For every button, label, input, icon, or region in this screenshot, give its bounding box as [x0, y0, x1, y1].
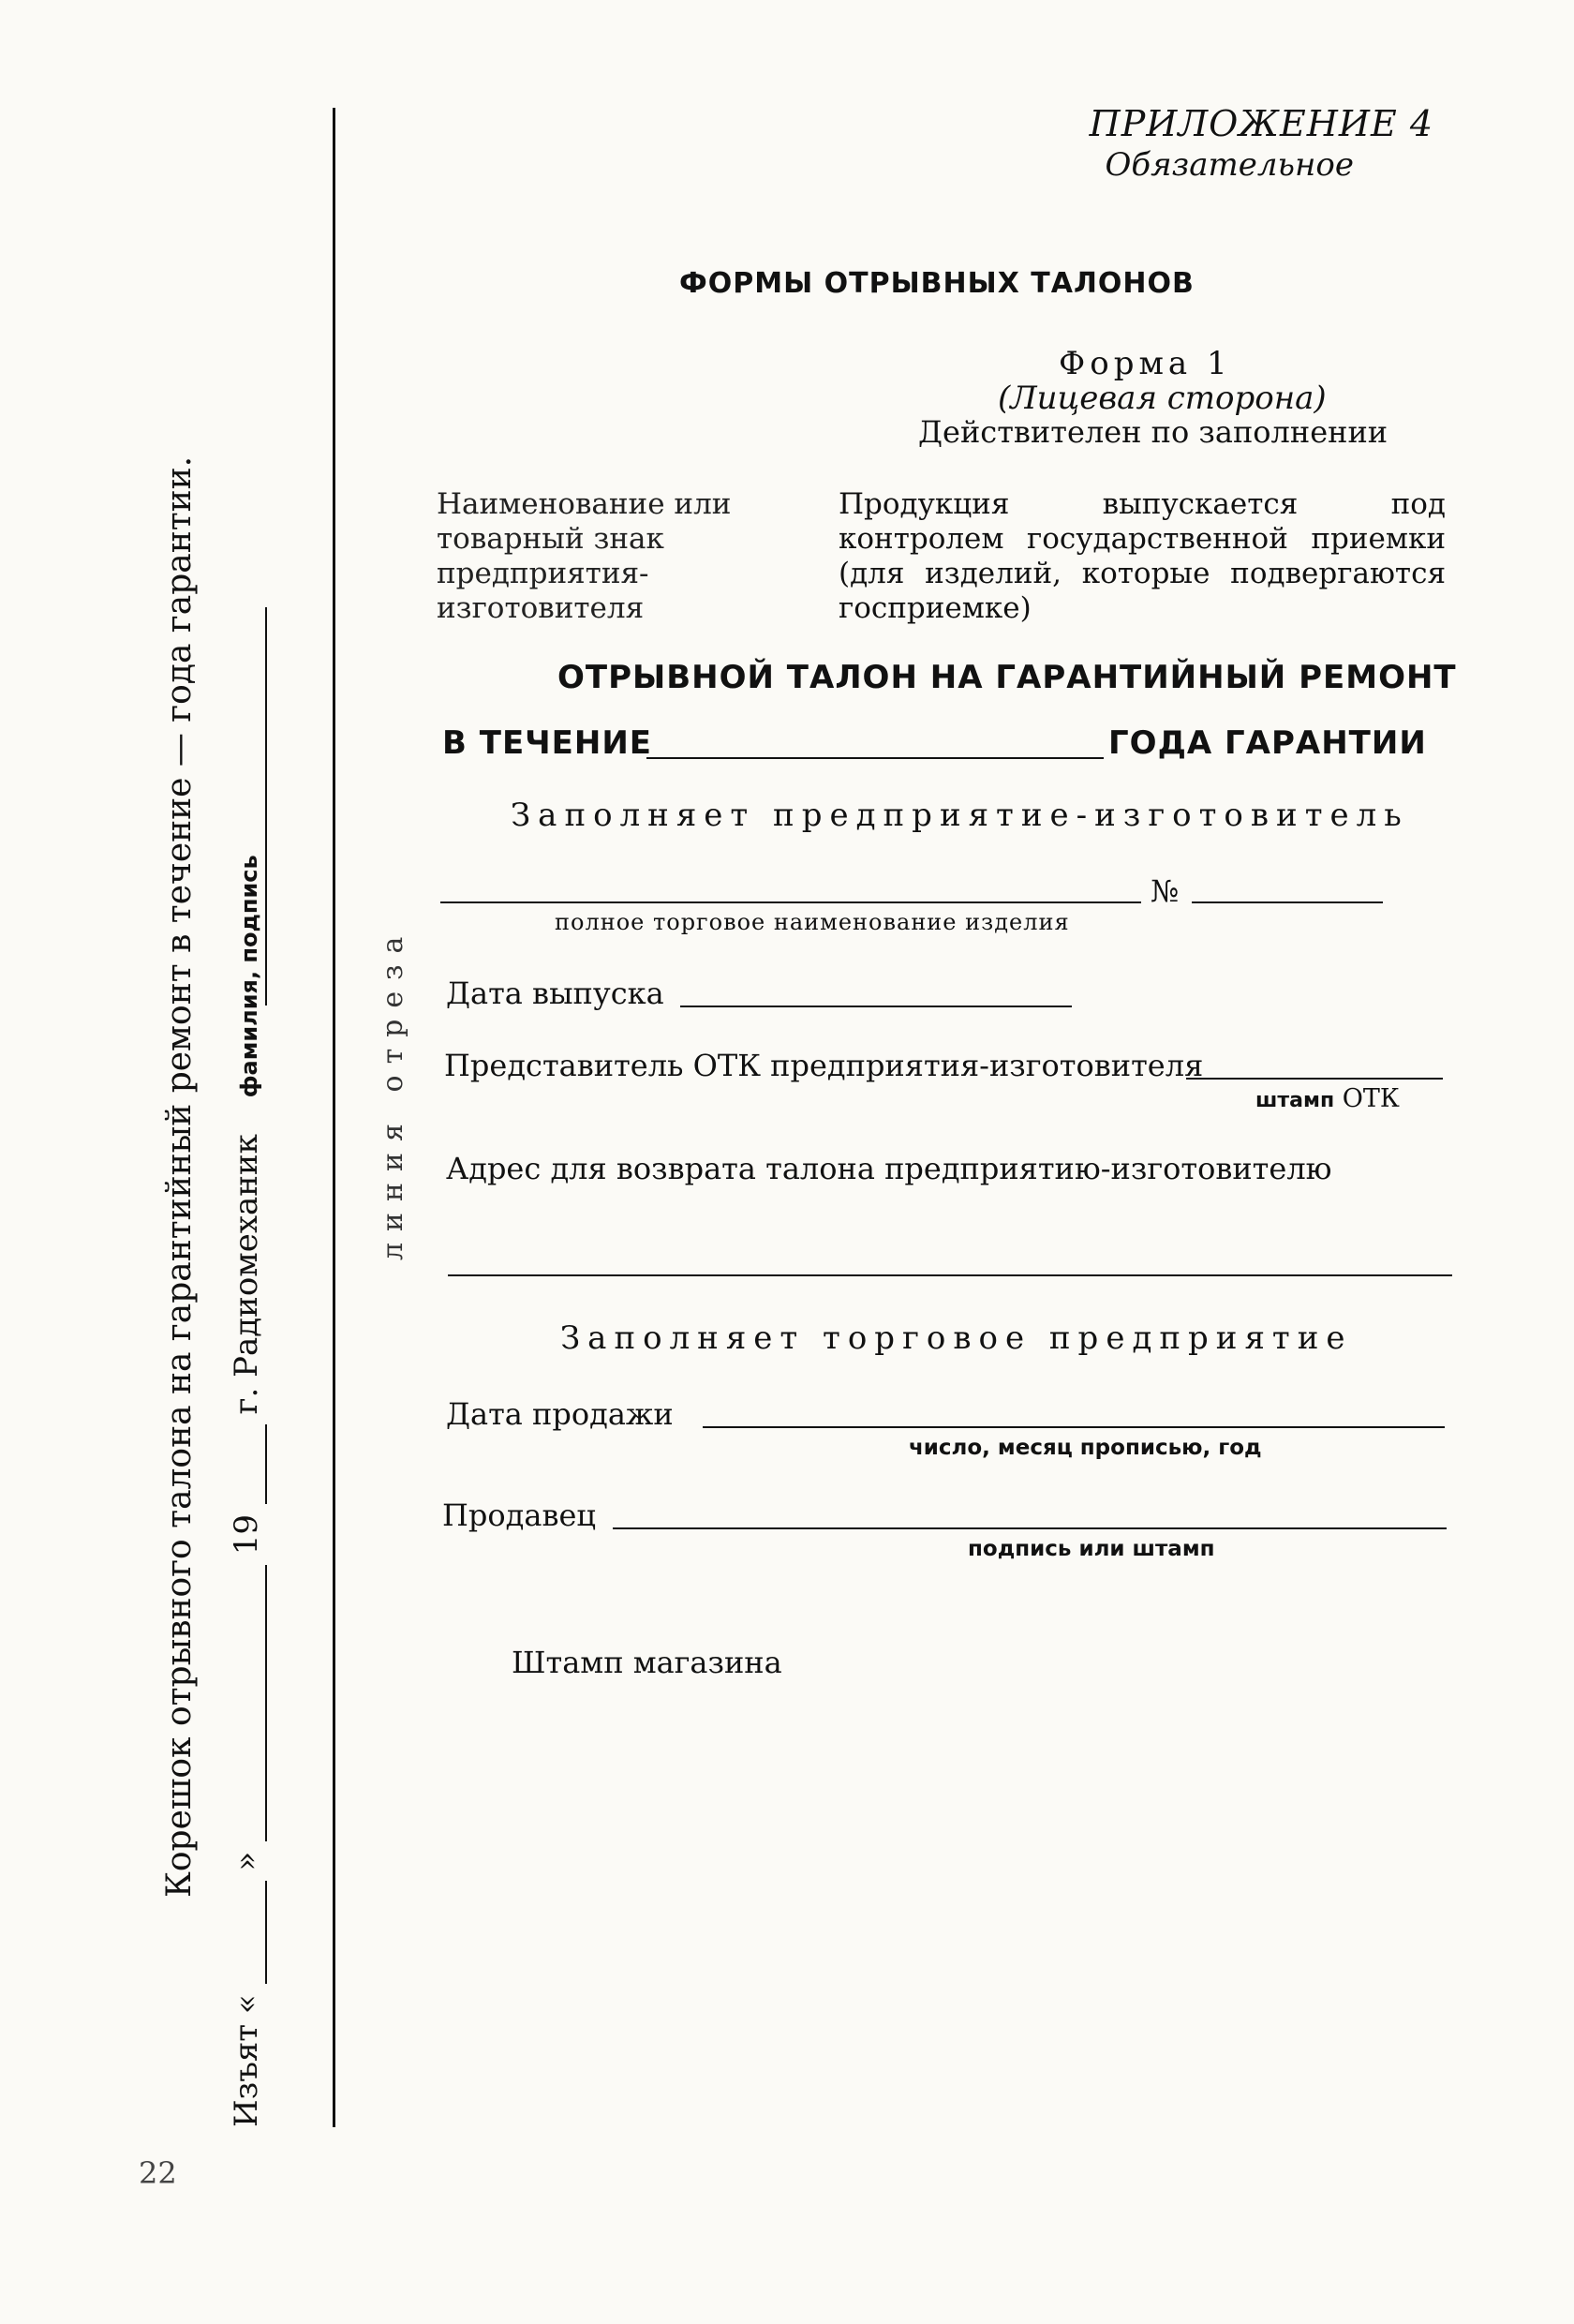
stub-day-field[interactable]	[228, 1881, 267, 1984]
otk-representative-field[interactable]	[1186, 1078, 1443, 1080]
seller-caption: подпись или штамп	[968, 1537, 1215, 1561]
page-number: 22	[139, 2155, 177, 2191]
coupon-title: ОТРЫВНОЙ ТАЛОН НА ГАРАНТИЙНЫЙ РЕМОНТ	[557, 659, 1457, 696]
sale-date-field[interactable]	[703, 1426, 1445, 1428]
number-sign: №	[1151, 873, 1180, 909]
stub-month-field[interactable]	[228, 1565, 267, 1841]
sale-date-label: Дата продажи	[446, 1396, 674, 1432]
stub-year-prefix: 19	[228, 1513, 265, 1556]
return-address-label: Адрес для возврата талона предприятию-изготовителю	[446, 1151, 1332, 1186]
product-number-field[interactable]	[1192, 901, 1383, 903]
warranty-years-label: ГОДА ГАРАНТИИ	[1108, 724, 1427, 762]
sale-date-caption: число, месяц прописью, год	[909, 1436, 1262, 1460]
face-side-note: (Лицевая сторона)	[998, 380, 1327, 417]
product-name-field[interactable]	[440, 901, 1141, 903]
state-acceptance-note: Продукция выпускается под контролем государственной приемки (для изделий, которые подвергаются госприемке)	[839, 487, 1446, 625]
shop-stamp-label: Штамп магазина	[512, 1645, 782, 1680]
manufacturer-name-block: Наименование или товарный знак предприятия-изготовителя	[437, 487, 732, 625]
valid-note: Действителен по заполнении	[918, 414, 1388, 450]
otk-stamp-bold: штамп	[1255, 1089, 1335, 1112]
form-number: Форма 1	[1059, 345, 1232, 382]
return-address-field[interactable]	[448, 1274, 1452, 1276]
stub-year-field[interactable]	[228, 1424, 267, 1504]
otk-stamp-caption	[1255, 1084, 1400, 1113]
trade-section-heading: Заполняет торговое предприятие	[560, 1319, 1353, 1357]
release-date-field[interactable]	[680, 1006, 1072, 1007]
manufacturer-section-heading: Заполняет предприятие-изготовитель	[511, 797, 1409, 834]
seller-label: Продавец	[442, 1497, 596, 1533]
appendix-number: ПРИЛОЖЕНИЕ 4	[1089, 103, 1433, 144]
stub-extracted-label: Изъят «	[228, 1994, 265, 2127]
forms-title: ФОРМЫ ОТРЫВНЫХ ТАЛОНОВ	[679, 267, 1195, 300]
stub-quote-close: »	[228, 1851, 265, 1871]
release-date-label: Дата выпуска	[446, 976, 664, 1011]
stub-extract-row	[228, 855, 267, 2127]
cut-line-label: линия отреза	[377, 925, 409, 1260]
stub-signature-caption: фамилия, подпись	[236, 855, 262, 1098]
product-name-caption: полное торговое наименование изделия	[555, 909, 1070, 935]
warranty-years-field[interactable]	[646, 757, 1104, 759]
warranty-during-label: В ТЕЧЕНИЕ	[442, 724, 653, 762]
coupon-divider-line	[333, 108, 335, 2127]
seller-field[interactable]	[613, 1527, 1447, 1529]
otk-stamp-text: ОТК	[1342, 1084, 1400, 1113]
stub-title: Корешок отрывного талона на гарантийный ремонт в течение — года гарантии.	[160, 455, 199, 1898]
otk-representative-label: Представитель ОТК предприятия-изготовителя	[444, 1048, 1204, 1083]
stub-city-role: г. Радиомеханик	[228, 1134, 265, 1415]
mandatory-note: Обязательное	[1105, 146, 1354, 184]
